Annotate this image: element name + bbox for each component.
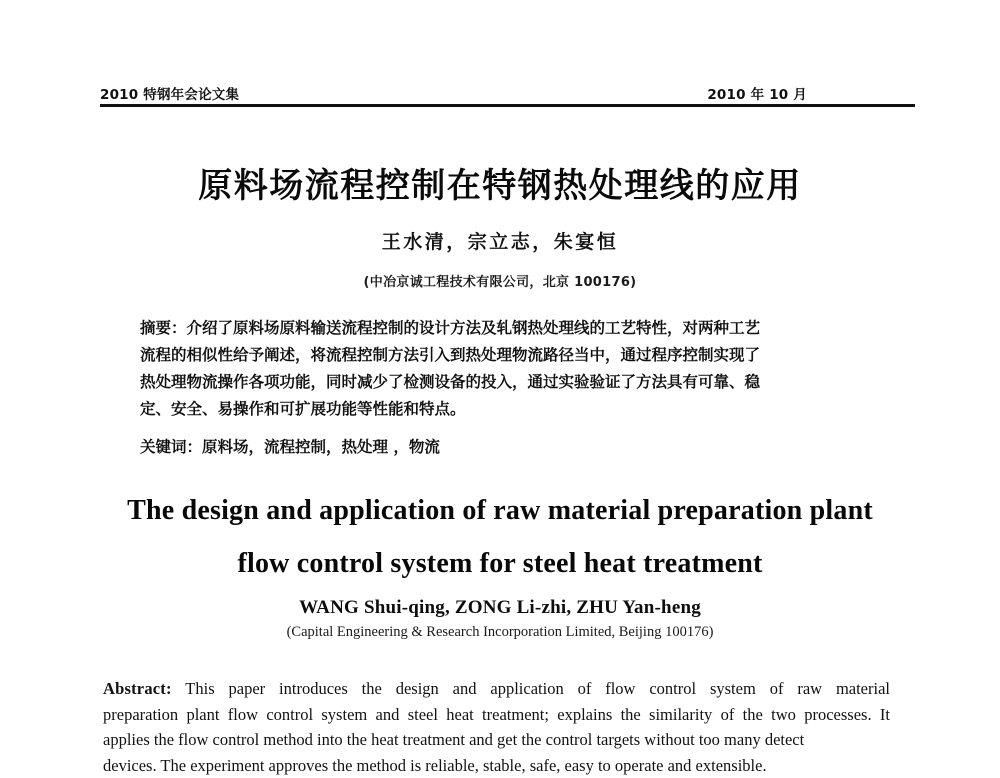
english-affiliation: (Capital Engineering & Research Incorporation Limited, Beijing 100176) [286,624,714,640]
chinese-abstract-line: 流程的相似性给予阐述，将流程控制方法引入到热处理物流路径当中，通过程序控制实现了 [140,346,761,364]
chinese-abstract [140,315,870,423]
chinese-keywords: 关键词：原料场，流程控制，热处理 ，物流 [140,438,440,456]
english-title-line-2: flow control system for steel heat treatment [237,548,763,579]
english-abstract-line-text: This paper introduces the design and application of flow control system of raw material [185,679,890,698]
chinese-abstract-line: 热处理物流操作各项功能，同时减少了检测设备的投入，通过实验验证了方法具有可靠、稳 [140,373,761,391]
english-abstract-line [103,676,890,702]
running-head [100,83,915,103]
running-head-left: 2010 特钢年会论文集 [100,87,240,103]
running-head-right: 2010 年 10 月 [707,87,807,103]
english-abstract-line: preparation plant flow control system and steel heat treatment; explains the similarity of the two processes. It [103,704,890,724]
english-title-line-1: The design and application of raw material preparation plant [127,495,873,526]
english-authors: WANG Shui-qing, ZONG Li-zhi, ZHU Yan-heng [299,597,701,618]
chinese-abstract-line: 定、安全、易操作和可扩展功能等性能和特点。 [140,400,466,418]
english-abstract-label: Abstract: [103,679,172,698]
chinese-authors: 王水清，宗立志，朱宴恒 [381,231,619,253]
english-abstract-line: devices. The experiment approves the method is reliable, stable, safe, easy to operate and extensible. [103,755,767,775]
english-abstract [103,676,890,775]
english-abstract-line: applies the flow control method into the heat treatment and get the control targets without too many detect [103,730,805,749]
chinese-abstract-line: 摘要：介绍了原料场原料输送流程控制的设计方法及轧钢热处理线的工艺特性，对两种工艺 [140,319,761,337]
chinese-title: 原料场流程控制在特钢热处理线的应用 [198,166,802,206]
running-head-rule [100,104,915,107]
chinese-affiliation: (中冶京诚工程技术有限公司，北京 100176) [363,275,637,290]
